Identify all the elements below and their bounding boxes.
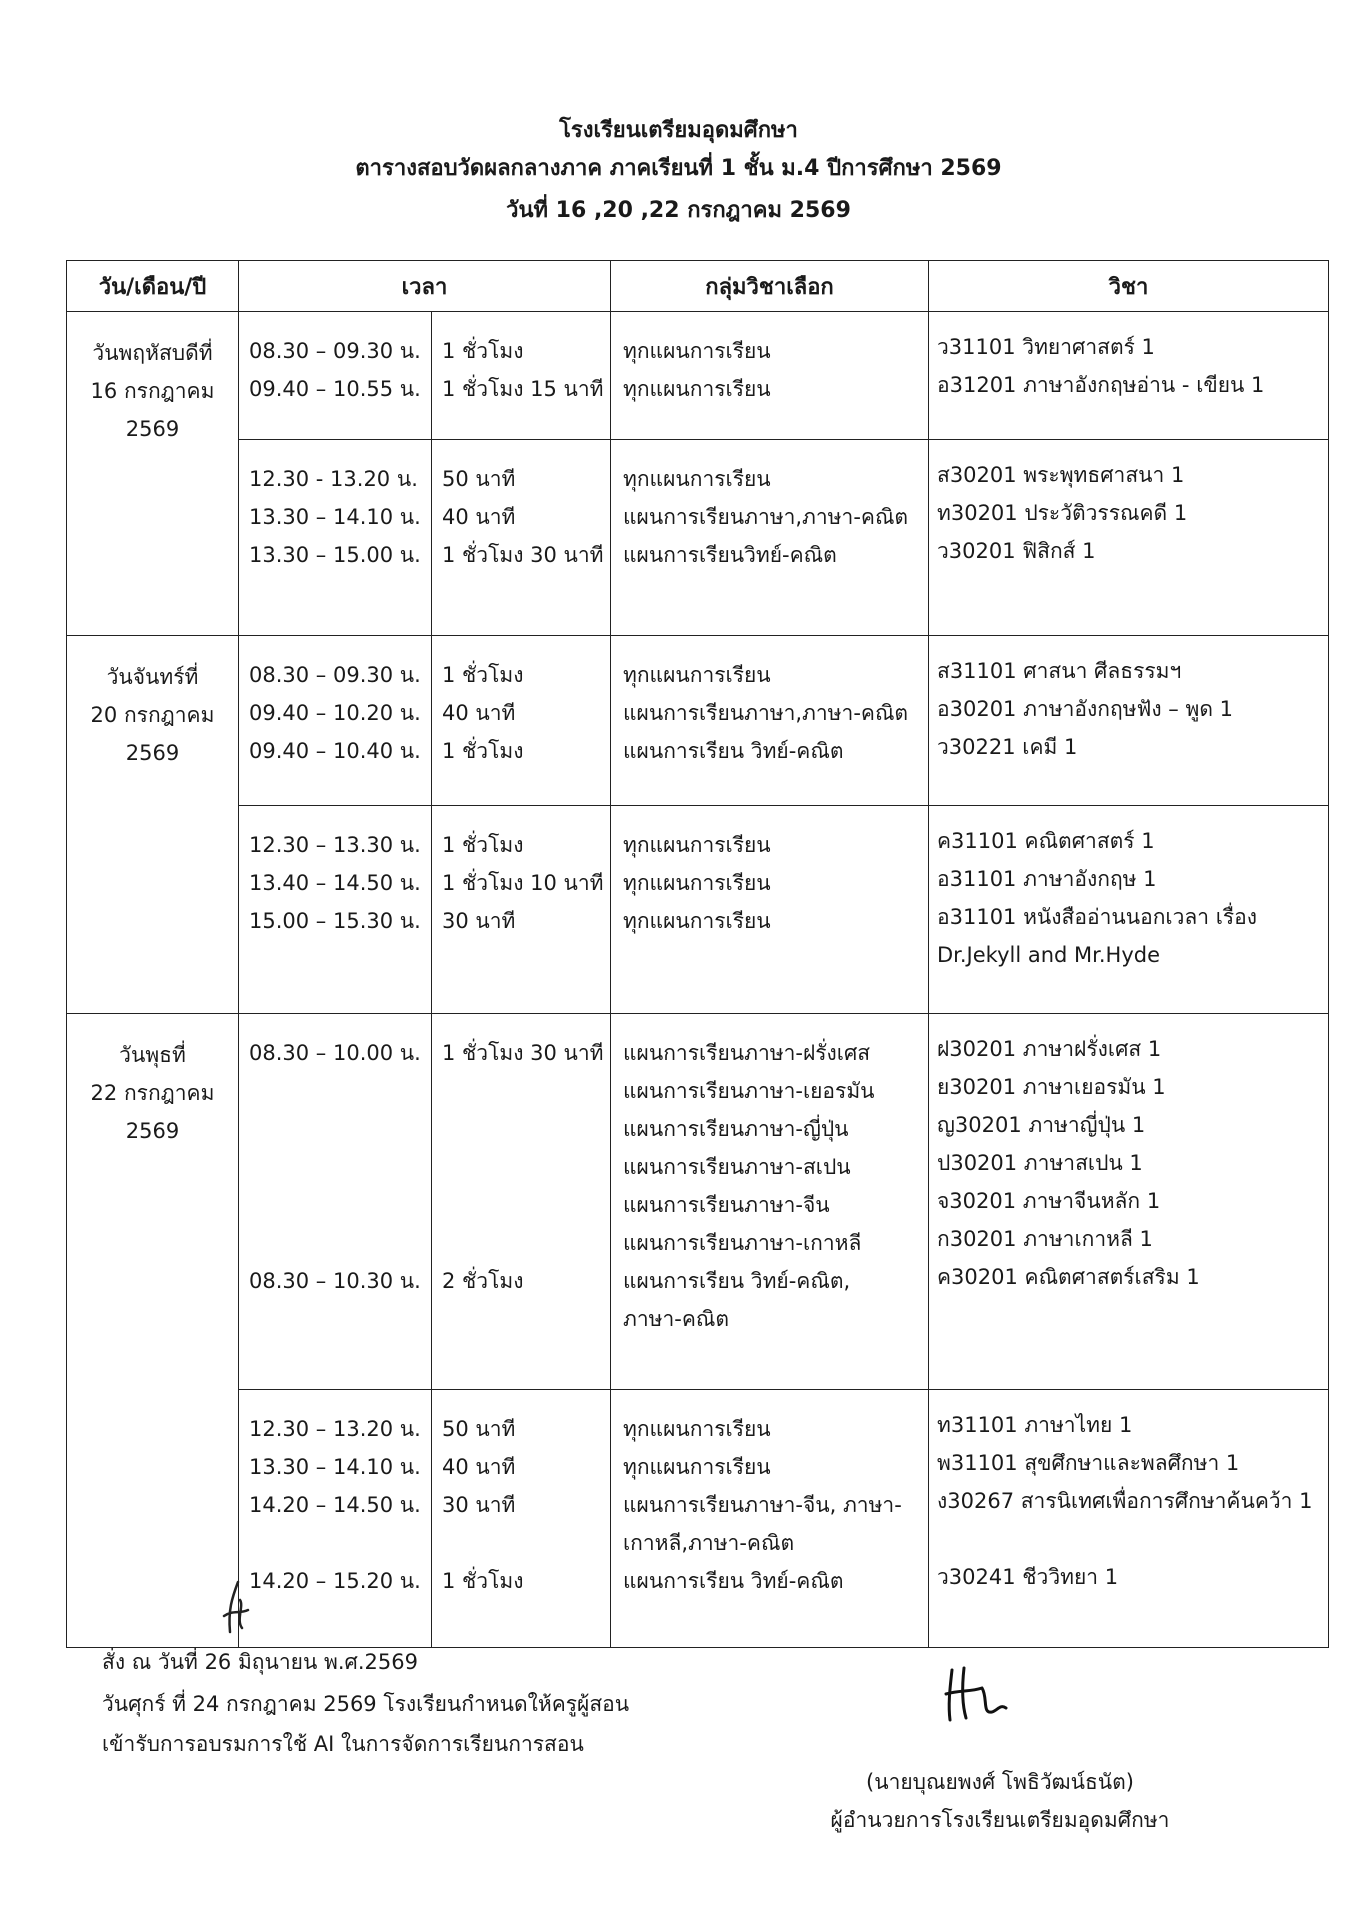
exam-subject-cell — [929, 312, 1329, 440]
exam-time: 09.40 – 10.40 น. — [249, 739, 421, 763]
exam-day-cell — [67, 636, 239, 1014]
exam-subject: ย30201 ภาษาเยอรมัน 1 — [937, 1075, 1166, 1099]
exam-day-line: วันพุธที่ — [119, 1043, 186, 1067]
exam-day-line: 2569 — [125, 741, 180, 765]
exam-time-cell — [239, 440, 432, 636]
table-row — [67, 1390, 1329, 1648]
exam-subject: อ31101 ภาษาอังกฤษ 1 — [937, 867, 1157, 891]
exam-time: 13.40 – 14.50 น. — [249, 871, 421, 895]
exam-subject: ฝ30201 ภาษาฝรั่งเศส 1 — [937, 1037, 1162, 1061]
elective-group: ทุกแผนการเรียน — [623, 833, 771, 857]
elective-group: แผนการเรียนภาษา-เยอรมัน — [623, 1079, 875, 1103]
exam-duration: 1 ชั่วโมง — [442, 663, 524, 687]
exam-duration — [442, 1110, 610, 1148]
exam-time — [249, 1072, 431, 1110]
exam-subject: ว30241 ชีววิทยา 1 — [937, 1565, 1119, 1589]
order-date: สั่ง ณ วันที่ 26 มิถุนายน พ.ศ.2569 — [102, 1650, 418, 1674]
elective-group: แผนการเรียน วิทย์-คณิต, — [623, 1269, 851, 1293]
exam-schedule-table — [66, 260, 1329, 1648]
header-group: กลุ่มวิชาเลือก — [611, 261, 929, 312]
elective-group: แผนการเรียนภาษา-จีน, ภาษา- — [623, 1493, 902, 1517]
exam-duration-cell — [432, 440, 611, 636]
elective-group-cell — [611, 1390, 929, 1648]
elective-group: แผนการเรียน วิทย์-คณิต — [623, 739, 844, 763]
exam-time: 13.30 – 14.10 น. — [249, 1455, 421, 1479]
exam-subject: อ31101 หนังสืออ่านนอกเวลา เรื่อง — [937, 905, 1258, 929]
table-header-row — [67, 261, 1329, 312]
exam-time — [249, 1524, 431, 1562]
exam-time: 09.40 – 10.20 น. — [249, 701, 421, 725]
exam-time — [249, 1148, 431, 1186]
exam-duration-cell — [432, 312, 611, 440]
exam-subject: ส30201 พระพุทธศาสนา 1 — [937, 463, 1185, 487]
exam-day-line: 20 กรกฎาคม — [90, 703, 215, 727]
exam-duration: 40 นาที — [442, 701, 516, 725]
exam-subject: ค31101 คณิตศาสตร์ 1 — [937, 829, 1155, 853]
exam-duration-cell — [432, 636, 611, 806]
exam-duration: 50 นาที — [442, 467, 516, 491]
exam-subject: ว30221 เคมี 1 — [937, 735, 1078, 759]
exam-subject: ท31101 ภาษาไทย 1 — [937, 1413, 1133, 1437]
training-note-line1: วันศุกร์ ที่ 24 กรกฎาคม 2569 โรงเรียนกำหนดให้ครูผู้สอน — [102, 1692, 630, 1716]
exam-duration: 1 ชั่วโมง — [442, 339, 524, 363]
elective-group: แผนการเรียนภาษา-ฝรั่งเศส — [623, 1041, 871, 1065]
elective-group: ทุกแผนการเรียน — [623, 909, 771, 933]
elective-group-cell — [611, 636, 929, 806]
table-row — [67, 312, 1329, 440]
exam-day-line: วันพฤหัสบดีที่ — [92, 341, 213, 365]
elective-group-cell — [611, 806, 929, 1014]
exam-subject: อ30201 ภาษาอังกฤษฟัง – พูด 1 — [937, 697, 1233, 721]
exam-subject: ท30201 ประวัติวรรณคดี 1 — [937, 501, 1188, 525]
elective-group: แผนการเรียนวิทย์-คณิต — [623, 543, 837, 567]
elective-group: เกาหลี,ภาษา-คณิต — [623, 1531, 795, 1555]
elective-group: ทุกแผนการเรียน — [623, 871, 771, 895]
exam-duration: 1 ชั่วโมง — [442, 1569, 524, 1593]
signer-name: (นายบุณยพงศ์ โพธิวัฒน์ธนัต) — [866, 1770, 1134, 1794]
exam-subject-cell — [929, 636, 1329, 806]
exam-day-cell — [67, 312, 239, 636]
elective-group: ทุกแผนการเรียน — [623, 663, 771, 687]
exam-time-cell — [239, 1390, 432, 1648]
exam-duration: 40 นาที — [442, 505, 516, 529]
exam-time-cell — [239, 312, 432, 440]
exam-time — [249, 1110, 431, 1148]
exam-subject: ว31101 วิทยาศาสตร์ 1 — [937, 335, 1155, 359]
exam-time: 15.00 – 15.30 น. — [249, 909, 421, 933]
exam-duration: 1 ชั่วโมง 10 นาที — [442, 871, 604, 895]
elective-group: ทุกแผนการเรียน — [623, 1455, 771, 1479]
exam-subject: ก30201 ภาษาเกาหลี 1 — [937, 1227, 1153, 1251]
exam-time: 09.40 – 10.55 น. — [249, 377, 421, 401]
exam-subject-cell — [929, 1014, 1329, 1390]
elective-group-cell — [611, 440, 929, 636]
table-row — [67, 806, 1329, 1014]
exam-day-line: 2569 — [125, 1119, 180, 1143]
table-row — [67, 1014, 1329, 1390]
header-date: วัน/เดือน/ปี — [67, 261, 239, 312]
table-row — [67, 440, 1329, 636]
elective-group: ทุกแผนการเรียน — [623, 377, 771, 401]
header-time: เวลา — [239, 261, 611, 312]
exam-subject: ง30267 สารนิเทศเพื่อการศึกษาค้นคว้า 1 — [937, 1489, 1313, 1513]
elective-group: แผนการเรียนภาษา-จีน — [623, 1193, 830, 1217]
elective-group: ทุกแผนการเรียน — [623, 467, 771, 491]
exam-duration: 30 นาที — [442, 1493, 516, 1517]
exam-duration — [442, 1072, 610, 1110]
handwritten-mark — [218, 1580, 254, 1636]
exam-subject: ค30201 คณิตศาสตร์เสริม 1 — [937, 1265, 1200, 1289]
table-row — [67, 636, 1329, 806]
exam-time: 08.30 – 09.30 น. — [249, 339, 421, 363]
exam-subject: ญ30201 ภาษาญี่ปุ่น 1 — [937, 1113, 1146, 1137]
exam-duration: 1 ชั่วโมง 30 นาที — [442, 1041, 604, 1065]
exam-day-line: 2569 — [125, 417, 180, 441]
exam-subject-cell — [929, 1390, 1329, 1648]
training-note-line2: เข้ารับการอบรมการใช้ AI ในการจัดการเรียนการสอน — [102, 1732, 584, 1756]
elective-group: ทุกแผนการเรียน — [623, 1417, 771, 1441]
school-name: โรงเรียนเตรียมอุดมศึกษา — [559, 118, 798, 143]
exam-duration: 1 ชั่วโมง 30 นาที — [442, 543, 604, 567]
exam-duration: 40 นาที — [442, 1455, 516, 1479]
exam-time — [249, 1186, 431, 1224]
exam-subject-cell — [929, 440, 1329, 636]
exam-day-line: 22 กรกฎาคม — [90, 1081, 215, 1105]
exam-duration-cell — [432, 1390, 611, 1648]
exam-time: 13.30 – 15.00 น. — [249, 543, 421, 567]
exam-subject: อ31201 ภาษาอังกฤษอ่าน - เขียน 1 — [937, 373, 1265, 397]
exam-time: 08.30 – 10.00 น. — [249, 1041, 421, 1065]
exam-subject-cell — [929, 806, 1329, 1014]
exam-duration — [442, 1524, 610, 1562]
exam-subject: ว30201 ฟิสิกส์ 1 — [937, 539, 1096, 563]
exam-duration: 1 ชั่วโมง 15 นาที — [442, 377, 604, 401]
exam-day-line: วันจันทร์ที่ — [106, 665, 199, 689]
exam-subject: จ30201 ภาษาจีนหลัก 1 — [937, 1189, 1161, 1213]
exam-duration-cell — [432, 1014, 611, 1390]
exam-day-line: 16 กรกฎาคม — [90, 379, 215, 403]
exam-duration: 2 ชั่วโมง — [442, 1269, 524, 1293]
exam-subject: ส31101 ศาสนา ศีลธรรมฯ — [937, 659, 1182, 683]
director-signature — [942, 1664, 1012, 1724]
schedule-title: ตารางสอบวัดผลกลางภาค ภาคเรียนที่ 1 ชั้น ม.4 ปีการศึกษา 2569 — [355, 156, 1002, 181]
elective-group-cell — [611, 312, 929, 440]
elective-group: แผนการเรียน วิทย์-คณิต — [623, 1569, 844, 1593]
elective-group: แผนการเรียนภาษา-ญี่ปุ่น — [623, 1117, 849, 1141]
exam-time-cell — [239, 1014, 432, 1390]
exam-time: 08.30 – 10.30 น. — [249, 1269, 421, 1293]
elective-group: แผนการเรียนภาษา-สเปน — [623, 1155, 851, 1179]
exam-day-cell — [67, 1014, 239, 1648]
exam-subject: พ31101 สุขศึกษาและพลศึกษา 1 — [937, 1451, 1240, 1475]
exam-time-cell — [239, 636, 432, 806]
exam-time-cell — [239, 806, 432, 1014]
elective-group: ภาษา-คณิต — [623, 1307, 730, 1331]
exam-duration-cell — [432, 806, 611, 1014]
exam-time: 12.30 – 13.30 น. — [249, 833, 421, 857]
exam-time: 08.30 – 09.30 น. — [249, 663, 421, 687]
exam-time: 14.20 – 15.20 น. — [249, 1569, 421, 1593]
exam-subject: Dr.Jekyll and Mr.Hyde — [937, 943, 1161, 967]
exam-duration: 1 ชั่วโมง — [442, 833, 524, 857]
elective-group: แผนการเรียนภาษา,ภาษา-คณิต — [623, 701, 909, 725]
exam-duration — [442, 1224, 610, 1262]
exam-duration: 30 นาที — [442, 909, 516, 933]
elective-group: แผนการเรียนภาษา,ภาษา-คณิต — [623, 505, 909, 529]
exam-time: 14.20 – 14.50 น. — [249, 1493, 421, 1517]
exam-time: 13.30 – 14.10 น. — [249, 505, 421, 529]
header-subject: วิชา — [929, 261, 1329, 312]
elective-group: ทุกแผนการเรียน — [623, 339, 771, 363]
exam-subject — [937, 1520, 1328, 1558]
exam-duration: 1 ชั่วโมง — [442, 739, 524, 763]
exam-time — [249, 1224, 431, 1262]
exam-duration — [442, 1186, 610, 1224]
elective-group-cell — [611, 1014, 929, 1390]
exam-duration — [442, 1148, 610, 1186]
exam-subject: ป30201 ภาษาสเปน 1 — [937, 1151, 1143, 1175]
exam-dates: วันที่ 16 ,20 ,22 กรกฎาคม 2569 — [506, 198, 851, 223]
elective-group: แผนการเรียนภาษา-เกาหลี — [623, 1231, 862, 1255]
exam-time: 12.30 – 13.20 น. — [249, 1417, 421, 1441]
signer-title: ผู้อำนวยการโรงเรียนเตรียมอุดมศึกษา — [830, 1808, 1170, 1832]
exam-duration: 50 นาที — [442, 1417, 516, 1441]
exam-time: 12.30 - 13.20 น. — [249, 467, 418, 491]
